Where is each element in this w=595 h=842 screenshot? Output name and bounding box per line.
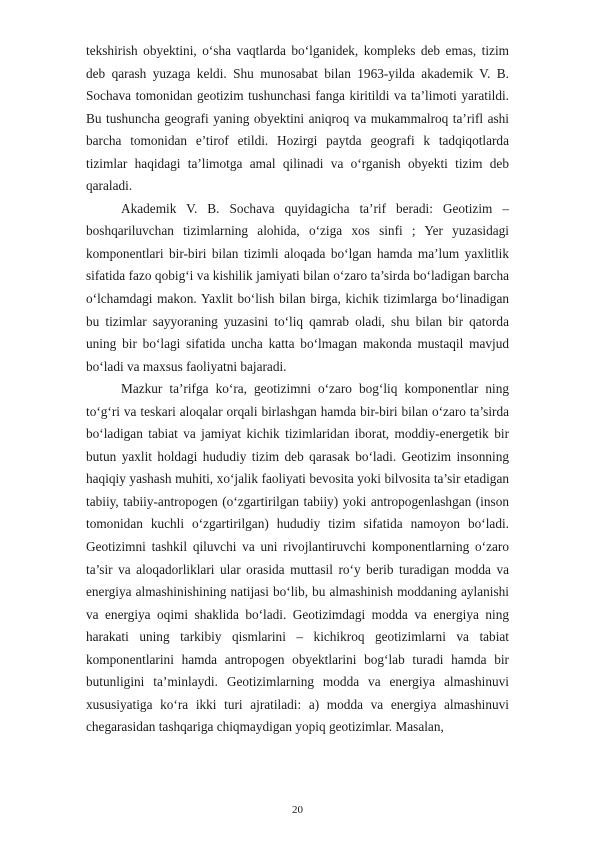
paragraph-continuation: tekshirish obyektini, o‘sha vaqtlarda bo‘lganidek, kompleks deb emas, tizim deb qarash yuzaga keldi. Shu munosabat bilan 1963-yilda akademik V. B. Sochava tomonidan geotizim tushunchasi fanga kiritildi va ta’limoti yaratildi. Bu tushuncha geografi yaning obyektini aniqroq va mukammalroq ta’rifl ashi barcha tomonidan e’tirof etildi. Hozirgi paytda geografi k tadqiqotlarda tizimlar haqidagi ta’limotga amal qilinadi va o‘rganish obyekti tizim deb qaraladi. [86,43,509,194]
page-number: 20 [292,804,303,816]
body-text [86,40,509,739]
paragraph-definition: Akademik V. B. Sochava quyidagicha ta’rif beradi: Geotizim – boshqariluvchan tizimlarning alohida, o‘ziga xos sinfi ; Yer yuzasidagi komponentlari bir-biri bilan tizimli aloqada bo‘lgan hamda ma’lum yaxlitlik sifatida fazo qobig‘i va kishilik jamiyati bilan o‘zaro ta’sirda bo‘ladigan barcha o‘lchamdagi makon. Yaxlit bo‘lish bilan birga, kichik tizimlarga bo‘linadigan bu tizimlar sayyoraning yuzasini to‘liq qamrab oladi, shu bilan bir qatorda uning bir bo‘lagi sifatida uncha katta bo‘lmagan makonda mustaqil mavjud bo‘ladi va maxsus faoliyatni bajaradi. [86,200,509,374]
paragraph-geosystem: Mazkur ta’rifga ko‘ra, geotizimni o‘zaro bog‘liq komponentlar ning to‘g‘ri va teskari aloqalar orqali birlashgan hamda bir-biri bilan o‘zaro ta’sirda bo‘ladigan tabiat va jamiyat kichik tizimlaridan iborat, moddiy-energetik bir butun yaxlit holdagi hududiy tizim deb qarasak bo‘ladi. Geotizim insonning haqiqiy yashash muhiti, xo‘jalik faoliyati bevosita yoki bilvosita ta’sir etadigan tabiiy, tabiiy-antropogen (o‘zgartirilgan tabiiy) yoki antropogenlashgan (inson tomonidan kuchli o‘zgartirilgan) hududiy tizim sifatida namoyon bo‘ladi. Geotizimni tashkil qiluvchi va uni rivojlantiruvchi komponentlarning o‘zaro ta’sir va aloqadorliklari ular orasida muttasil ro‘y berib turadigan modda va energiya almashinishining natijasi bo‘lib, bu almashinish moddaning aylanishi va energiya oqimi shaklida bo‘ladi. Geotizimdagi modda va energiya ning harakati uning tarkibiy qismlarini – kichikroq geotizimlarni va tabiat komponentlarini hamda antropogen obyektlarini bog‘lab turadi hamda bir butunligini ta’minlaydi. Geotizimlarning modda va energiya almashinuvi xususiyatiga ko‘ra ikki turi ajratiladi: a) modda va energiya almashinuvi chegarasidan tashqariga chiqmaydigan yopiq geotizimlar. Masalan, [86,381,509,735]
